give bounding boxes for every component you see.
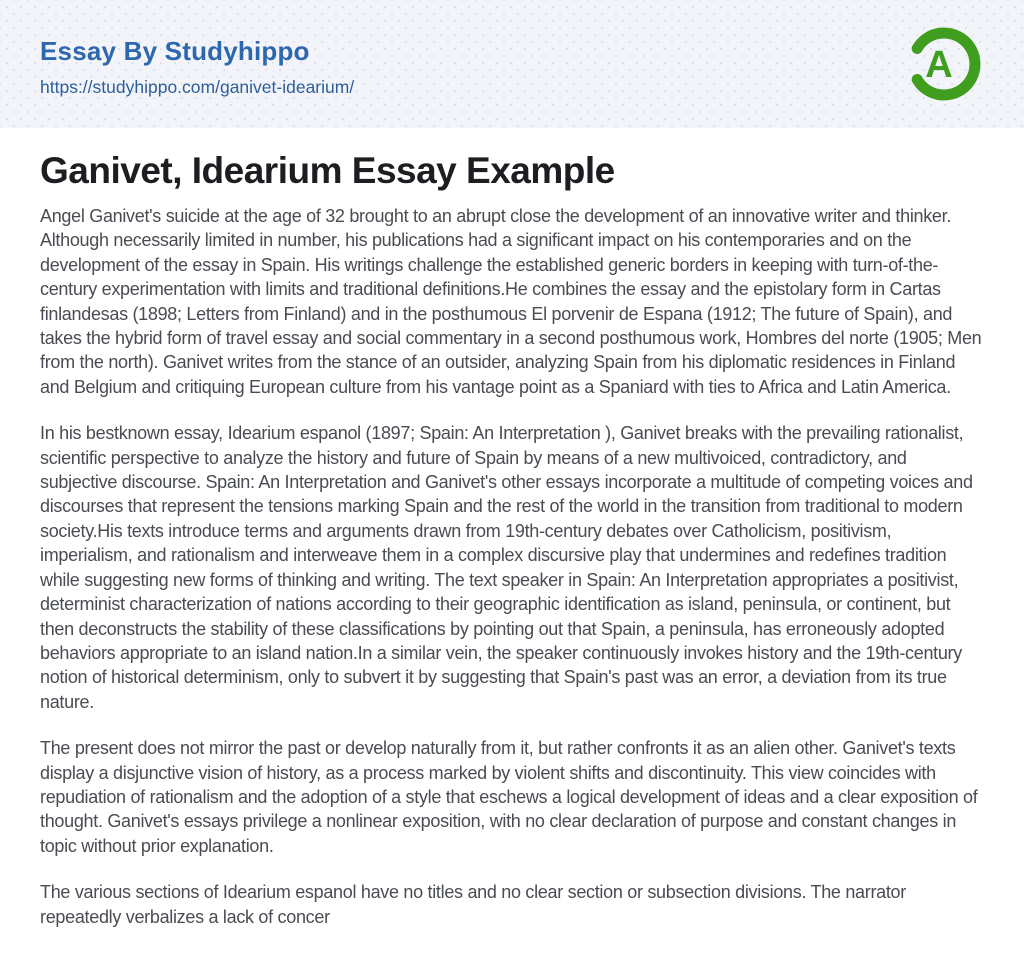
site-title: Essay By Studyhippo [40,36,310,66]
logo-letter: A [925,44,953,86]
essay-paragraph: The present does not mirror the past or develop naturally from it, but rather confronts it as an alien other. Ganivet's texts display a disjunctive vision of history, as a process marked by violent shifts and discontinuity. This view coincides with repudiation of rationalism and the adoption of a style that eschews a logical development of ideas and a clear exposition of thought. Ganivet's essays privilege a nonlinear exposition, with no clear declaration of purpose and constant changes in topic without prior explanation. [40,738,978,856]
essay-title: Ganivet, Idearium Essay Example [40,150,615,191]
essay-paragraph: In his bestknown essay, Idearium espanol (1897; Spain: An Interpretation ), Ganivet breaks with the prevailing rationalist, scientific perspective to analyze the history and future of Spain by means of a new multivoiced, contradictory, and subjective discourse. Spain: An Interpretation and Ganivet's other essays incorporate a multitude of competing voices and discourses that represent the tensions marking Spain and the rest of the world in the transition from traditional to modern society.His texts introduce terms and arguments drawn from 19th-century debates over Catholicism, positivism, imperialism, and rationalism and interweave them in a complex discursive play that undermines and redefines tradition while suggesting new forms of thinking and writing. The text speaker in Spain: An Interpretation appropriates a positivist, determinist characterization of nations according to their geographic identification as island, peninsula, or continent, but then deconstructs the stability of these classifications by pointing out that Spain, a peninsula, has erroneously adopted behaviors appropriate to an island nation.In a similar vein, the speaker continuously invokes history and the 19th-century notion of historical determinism, only to subvert it by suggesting that Spain's past was an error, a deviation from its true nature. [40,423,973,712]
essay-url-link[interactable]: https://studyhippo.com/ganivet-idearium/ [40,77,355,97]
essay-paragraph: The various sections of Idearium espanol have no titles and no clear section or subsection divisions. The narrator repeatedly verbalizes a lack of concer [40,882,906,927]
essay-paragraph: Angel Ganivet's suicide at the age of 32 brought to an abrupt close the development of an innovative writer and thinker. Although necessarily limited in number, his publications had a significant impact on his contemporaries and on the development of the essay in Spain. His writings challenge the established generic borders in keeping with turn-of-the-century experimentation with limits and traditional definitions.He combines the essay and the epistolary form in Cartas finlandesas (1898; Letters from Finland) and in the posthumous El porvenir de Espana (1912; The future of Spain), and takes the hybrid form of travel essay and social commentary in a second posthumous work, Hombres del norte (1905; Men from the north). Ganivet writes from the stance of an outsider, analyzing Spain from his diplomatic residences in Finland and Belgium and critiquing European culture from his vantage point as a Spaniard with ties to Africa and Latin America. [40,206,982,397]
page-header [0,0,1024,128]
studyhippo-logo-icon[interactable] [904,24,984,104]
header-text-block [40,30,354,98]
essay-content [0,128,1024,929]
essay-body [40,204,984,929]
